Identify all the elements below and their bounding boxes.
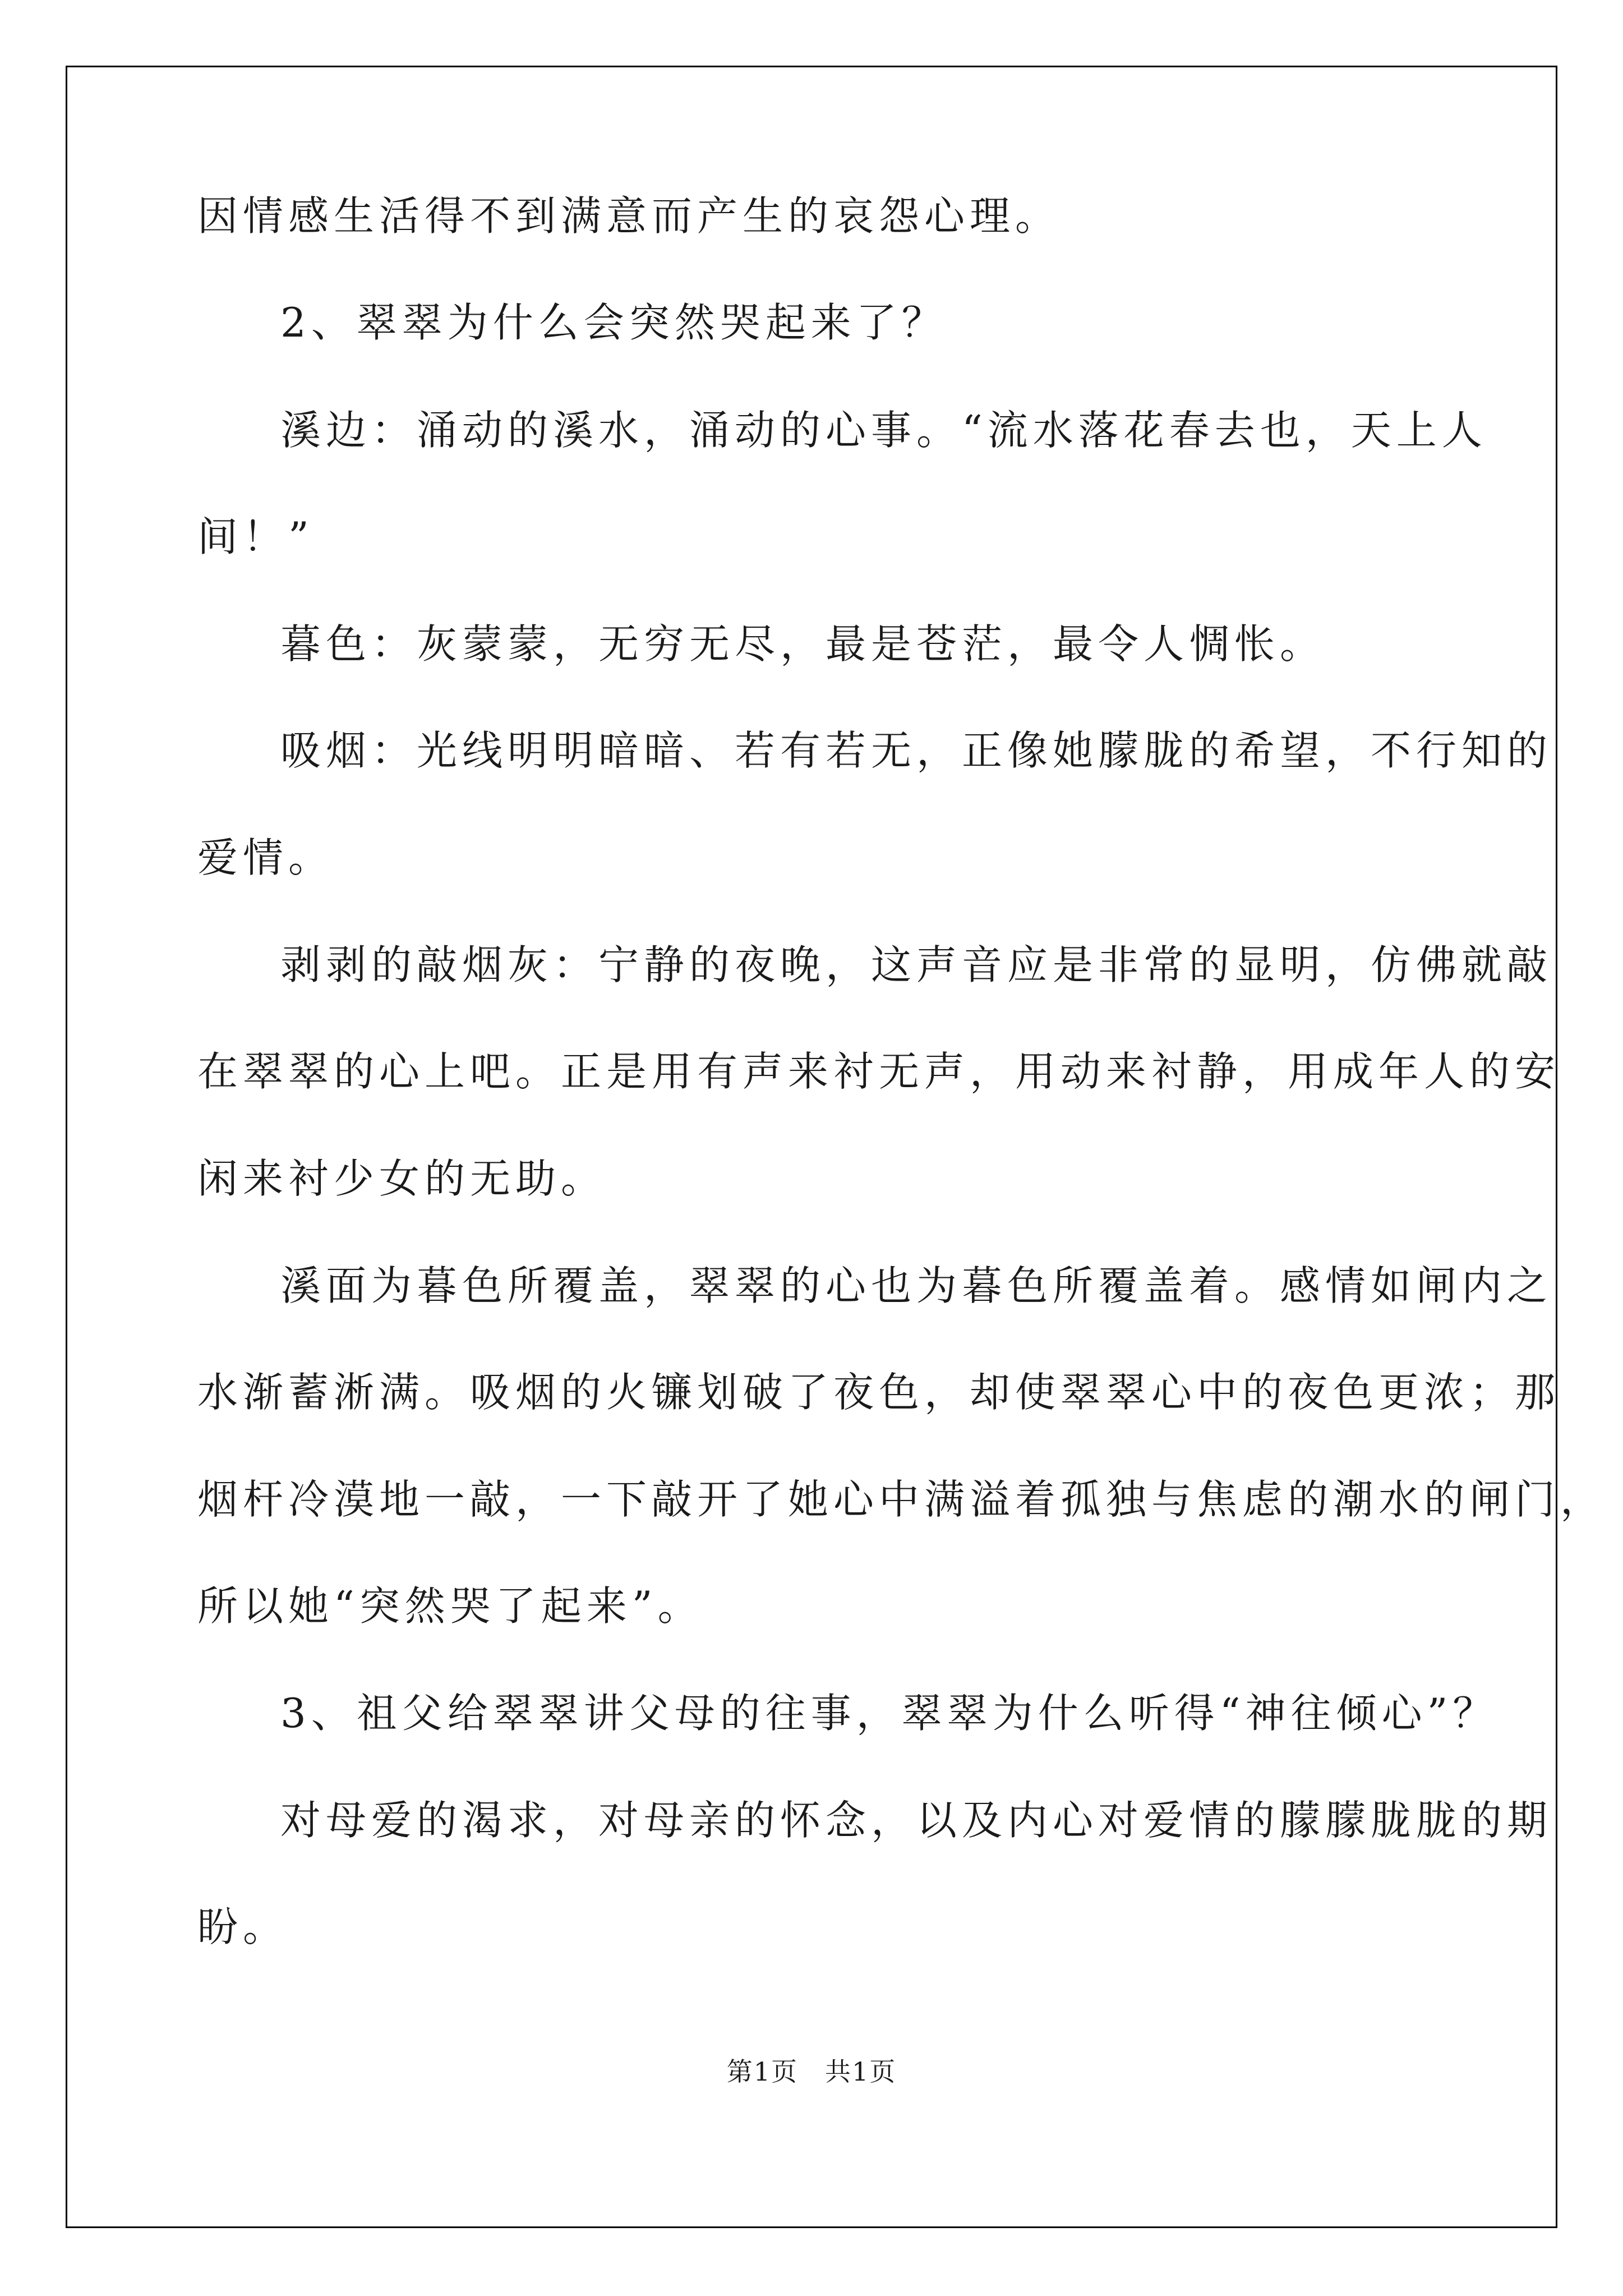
text-line: 在翠翠的心上吧。正是用有声来衬无声，用动来衬静，用成年人的安 xyxy=(197,1048,1561,1095)
text-line: 暮色：灰蒙蒙，无穷无尽，最是苍茫，最令人惆怅。 xyxy=(280,620,1326,668)
text-line: 溪边：涌动的溪水，涌动的心事。“流水落花春去也，天上人 xyxy=(280,407,1487,454)
text-line: 盼。 xyxy=(197,1903,289,1950)
text-line: 吸烟：光线明明暗暗、若有若无，正像她朦胧的希望，不行知的 xyxy=(280,727,1553,774)
text-line: 烟杆冷漠地一敲，一下敲开了她心中满溢着孤独与焦虑的潮水的闸门， xyxy=(197,1476,1606,1523)
text-line: 间！” xyxy=(197,513,314,560)
page-number-footer: 第1页 共1页 xyxy=(726,2056,897,2087)
text-line: 因情感生活得不到满意而产生的哀怨心理。 xyxy=(197,192,1061,240)
text-line: 闲来衬少女的无助。 xyxy=(197,1155,607,1202)
text-line: 所以她“突然哭了起来”。 xyxy=(197,1582,703,1630)
text-line: 对母爱的渴求，对母亲的怀念，以及内心对爱情的朦朦胧胧的期 xyxy=(280,1797,1553,1844)
text-line: 爱情。 xyxy=(197,834,334,881)
question-heading: 3、祖父给翠翠讲父母的往事，翠翠为什么听得“神往倾心”？ xyxy=(280,1690,1498,1737)
text-line: 水渐蓄淅满。吸烟的火镰划破了夜色，却使翠翠心中的夜色更浓；那 xyxy=(197,1369,1561,1416)
page-border xyxy=(66,66,1557,2228)
text-line: 溪面为暮色所覆盖，翠翠的心也为暮色所覆盖着。感情如闸内之 xyxy=(280,1262,1553,1309)
text-line: 剥剥的敲烟灰：宁静的夜晚，这声音应是非常的显明，仿佛就敲 xyxy=(280,941,1553,988)
question-heading: 2、翠翠为什么会突然哭起来了？ xyxy=(280,299,947,346)
